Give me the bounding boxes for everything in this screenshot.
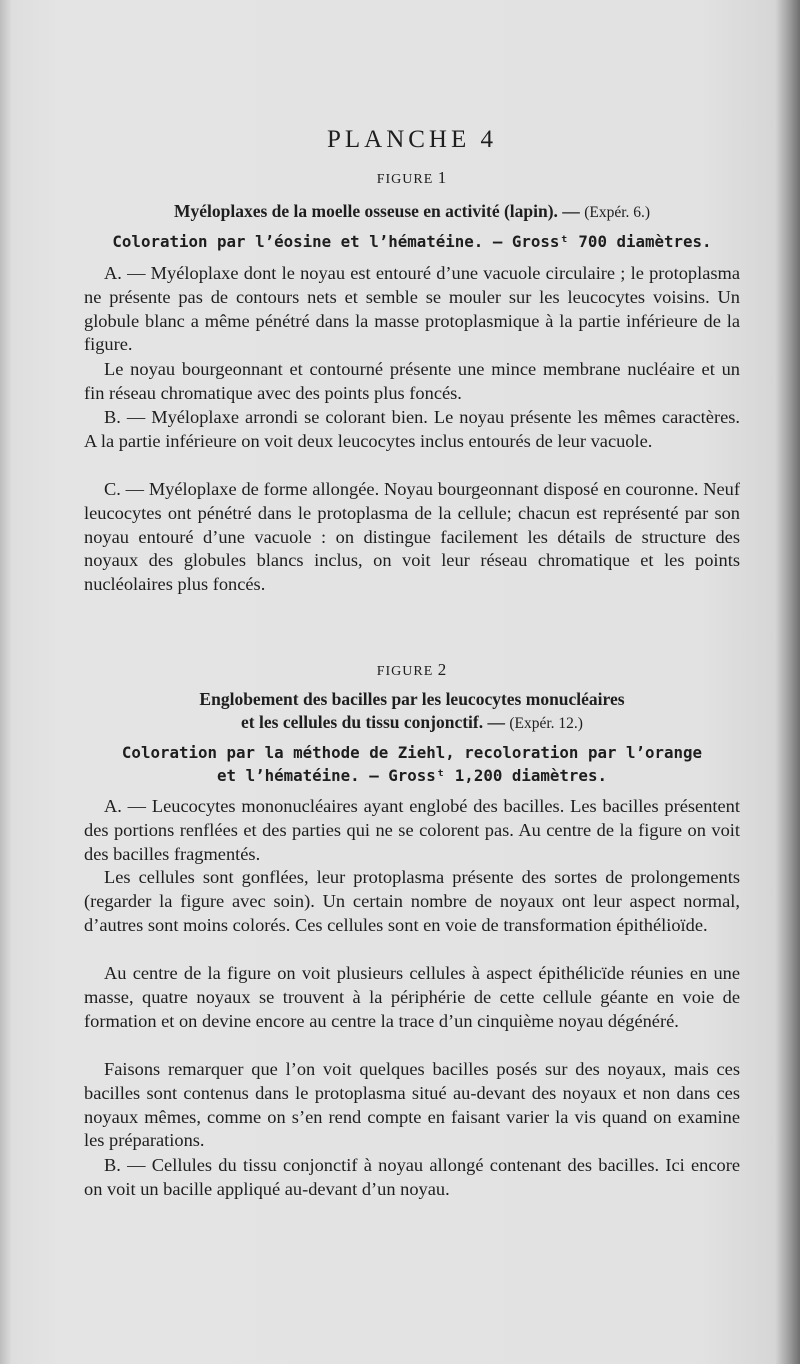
plate-title: PLANCHE 4	[326, 126, 498, 153]
figure-2-paragraph: Faisons remarquer que l’on voit quelques bacilles posés sur des noyaux, mais ces bacilles sont contenus dans le protoplasma situé au-devant des noyaux et non dans ces noyaux mêmes, comme on s’en rend compte en faisant varier la vis quand on examine les préparations.	[84, 1059, 740, 1151]
figure-2-label-word: FIGURE	[376, 664, 434, 679]
figure-2-label-number: 2	[437, 660, 448, 679]
figure-1-paragraph: C. — Myéloplaxe de forme allongée. Noyau bourgeonnant disposé en couronne. Neuf leucocytes ont pénétré dans le protoplasma de la cellule; chacun est représenté par son noyau entouré d’une vacuole : on distingue facilement les détails de structure des noyaux des globules blancs inclus, on voit leur réseau chromatique et les points nucléolaires plus foncés.	[84, 479, 740, 595]
figure-1-label	[84, 168, 740, 188]
figure-2-caption-line-1: Englobement des bacilles par les leucocytes monucléaires	[199, 689, 625, 709]
figure-2-paragraph: B. — Cellules du tissu conjonctif à noyau allongé contenant des bacilles. Ici encore on voit un bacille appliqué au-devant d’un noyau.	[84, 1155, 740, 1199]
figure-2-method-line-2: et l’hématéine. — Grossᵗ 1,200 diamètres.	[217, 766, 607, 785]
figure-1-caption-text: Myéloplaxes de la moelle osseuse en activité (lapin). —	[173, 201, 580, 221]
figure-2-caption-line-2	[84, 710, 740, 736]
figure-2-label	[84, 660, 740, 680]
figure-2-method-line-1: Coloration par la méthode de Ziehl, recoloration par l’orange	[121, 743, 703, 762]
figure-1-method: Coloration par l’éosine et l’hématéine. — Grossᵗ 700 diamètres.	[112, 232, 712, 251]
figure-1-caption-experiment: (Expér. 6.)	[584, 204, 651, 221]
figure-1-caption	[84, 199, 740, 225]
figure-1-paragraph: Le noyau bourgeonnant et contourné présente une mince membrane nucléaire et un fin réseau chromatique avec des points plus foncés.	[84, 359, 740, 403]
figure-1-paragraph: A. — Myéloplaxe dont le noyau est entouré d’une vacuole circulaire ; le protoplasma ne présente pas de contours nets et semble se mouler sur les leucocytes voisins. Un globule blanc a même pénétré dans la masse protoplasmique à la partie inférieure de la figure.	[84, 263, 740, 355]
figure-2-paragraph: Les cellules sont gonflées, leur protoplasma présente des sortes de prolongements (regarder la figure avec soin). Un certain nombre de noyaux ont leur aspect normal, d’autres sont moins colorés. Ces cellules sont en voie de transformation épithélioïde.	[84, 867, 740, 935]
figure-1-label-word: FIGURE	[376, 172, 434, 187]
figure-1-paragraph: B. — Myéloplaxe arrondi se colorant bien. Le noyau présente les mêmes caractères. A la partie inférieure on voit deux leucocytes inclus entourés de leur vacuole.	[84, 407, 740, 451]
figure-2-paragraph: A. — Leucocytes mononucléaires ayant englobé des bacilles. Les bacilles présentent des portions renflées et des parties qui ne se colorent pas. Au centre de la figure on voit des bacilles fragmentés.	[84, 796, 740, 864]
figure-2-caption-text: et les cellules du tissu conjonctif. —	[241, 712, 505, 732]
figure-1-label-number: 1	[437, 168, 448, 187]
figure-2-paragraph: Au centre de la figure on voit plusieurs cellules à aspect épithélicïde réunies en une masse, quatre noyaux se trouvent à la périphérie de cette cellule géante en voie de formation et on devine encore au centre la trace d’un cinquième noyau dégénéré.	[84, 963, 740, 1031]
figure-2-caption-experiment: (Expér. 12.)	[509, 715, 583, 732]
